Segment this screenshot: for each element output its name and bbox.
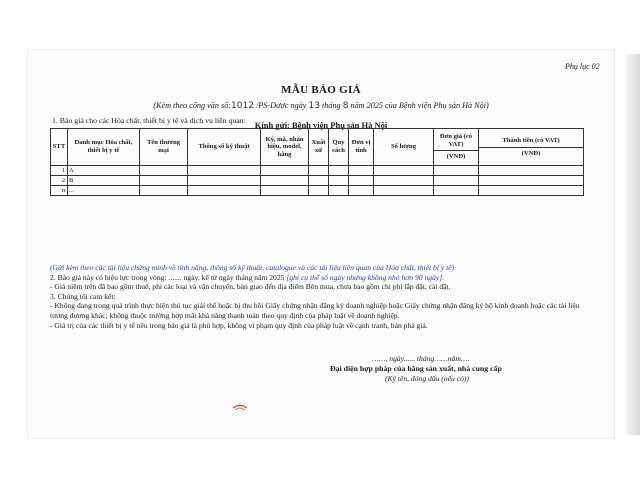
attachment-note: (Gửi kèm theo các tài liệu chứng minh về tính năng, thông số kỹ thuật, catalogue và các tài liệu liên quan của Hóa chất, thiết bị y tế) — [50, 263, 455, 272]
th-total-label: Thành tiền (có VAT) — [479, 137, 583, 148]
document-title: MẪU BÁO GIÁ — [281, 84, 361, 96]
th-total-currency: (VNĐ) — [521, 149, 541, 157]
th-unit-price-label: Đơn giá (có VAT) — [434, 133, 478, 151]
signature-date: ……, ngày...... tháng……năm…. — [372, 354, 470, 363]
month-handwritten: 8 — [342, 101, 349, 111]
th-quantity: Số lượng — [374, 129, 434, 166]
day-handwritten: 13 — [308, 101, 320, 111]
th-packing: Quy cách — [329, 129, 349, 166]
price-inclusion-note: - Giá niêm trên đã bao gồm thuế, phí các loại và vận chuyển, bàn giao đến địa điểm Bên mua, chưa bao gồm chi phí lắp đặt, cài đặt. — [50, 282, 451, 292]
th-total — [479, 129, 584, 166]
th-unit-price — [434, 129, 479, 166]
doc-number-handwritten: 1012 — [231, 101, 254, 111]
th-name: Danh mục Hóa chất, thiết bị y tế — [68, 129, 140, 166]
document-page — [28, 50, 614, 438]
th-unit-price-currency: (VNĐ) — [446, 153, 466, 161]
subtitle-prefix: (Kèm theo công văn số: — [153, 101, 232, 110]
cell-stt: 2 — [51, 176, 68, 186]
subtitle-suffix: năm 2025 của Bệnh viện Phụ sản Hà Nội) — [350, 101, 489, 110]
th-specs: Thông số kỹ thuật — [188, 129, 261, 166]
th-trade-name: Tên thương mại — [140, 129, 188, 166]
subtitle-mid2: tháng — [321, 101, 341, 110]
cell-name: A — [68, 166, 140, 176]
commitment-2: - Giá trị của các thiết bị y tế nêu trong báo giá là phù hợp, không vi phạm quy định của pháp luật về cạnh tranh, bán phá giá. — [50, 320, 428, 330]
section-1-heading: 1. Báo giá cho các Hóa chất, thiết bị y tế và dịch vụ liên quan: — [52, 116, 246, 125]
th-origin: Xuất xứ — [309, 129, 329, 166]
quote-table — [50, 128, 584, 196]
addressee: Kính gửi: Bệnh viện Phụ sản Hà Nội — [254, 120, 388, 130]
validity-hint: [ghi cụ thể số ngày nhưng không nhỏ hơn 90 ngày]. — [286, 272, 445, 282]
table-header-row — [51, 129, 584, 166]
stamp-mark-icon — [232, 402, 248, 411]
th-stt: STT — [51, 129, 68, 166]
commitment-heading: 3. Chúng tôi cam kết: — [50, 291, 116, 301]
cell-name: B — [68, 176, 140, 186]
validity-text: 2. Báo giá này có hiệu lực trong vòng: ....... ngày, kể từ ngày tháng năm 2025 — [50, 272, 285, 282]
cell-stt: n — [51, 186, 68, 196]
table-row — [51, 186, 584, 196]
cell-stt: 1 — [51, 166, 68, 176]
signature-role: Đại diện hợp pháp của hãng sản xuất, nhà cung cấp — [330, 364, 502, 373]
appendix-label: Phụ lục 02 — [565, 62, 600, 71]
subtitle-mid1: /PS-Dược ngày — [255, 101, 307, 110]
th-unit: Đơn vị tính — [349, 129, 374, 166]
table-row — [51, 166, 584, 176]
document-subtitle — [28, 101, 614, 111]
signature-note: (Ký tên, đóng dấu (nếu có)) — [385, 374, 469, 383]
paper-edge-shadow — [626, 54, 640, 435]
cell-name: ... — [68, 186, 140, 196]
th-model: Ký, mã, nhãn hiệu, model, hãng — [261, 129, 309, 166]
table-row — [51, 176, 584, 186]
validity-line — [50, 273, 590, 283]
notes-block — [50, 263, 590, 330]
commitment-1: - Không đang trong quá trình thực hiện thủ tục giải thể hoặc bị thu hồi Giấy chứng nhận đăng ký doanh nghiệp hoặc Giấy chứng nhận đăng ký hộ kinh doanh hoặc các tài liệu tương đương khác; không thuộc trường hợp mất khả năng thanh toán theo quy định của pháp luật về doanh nghiệp. — [50, 301, 580, 320]
